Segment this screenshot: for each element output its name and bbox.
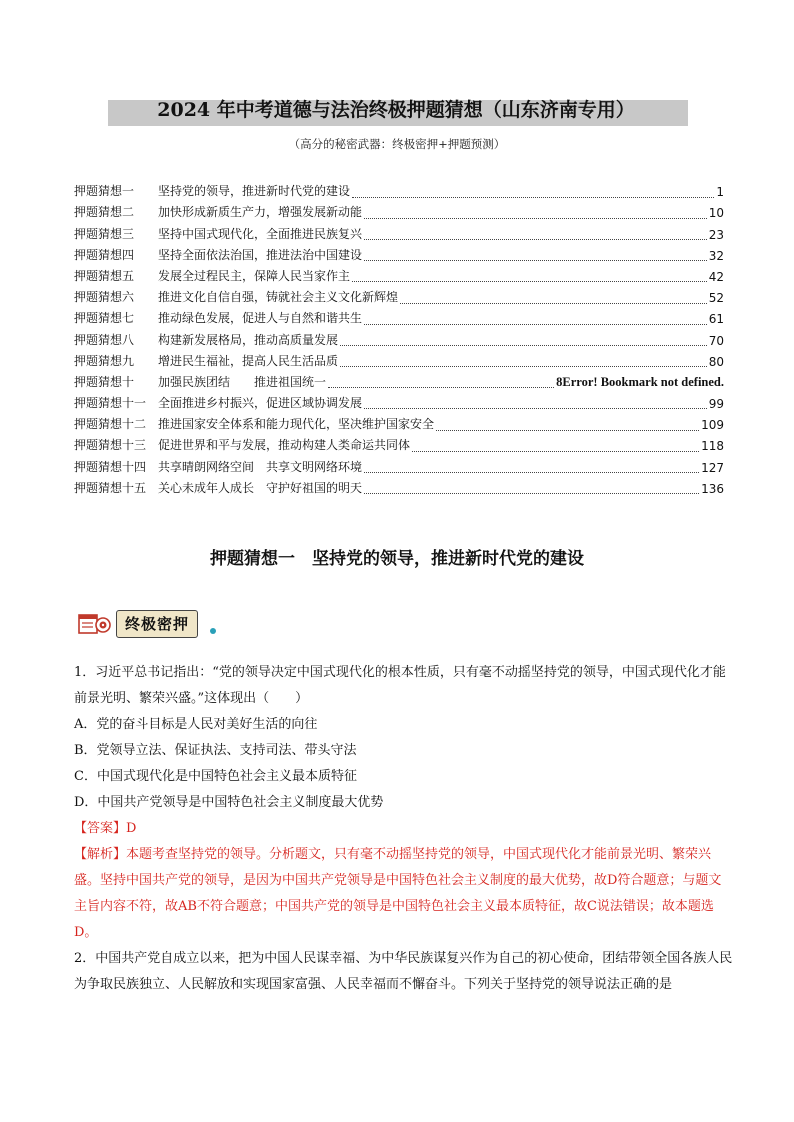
toc-entry-label: 押题猜想七 [74, 311, 135, 326]
toc-entry-title: 坚持中国式现代化，全面推进民族复兴 [158, 226, 363, 241]
toc-entry-page: 52 [708, 291, 724, 306]
question-1-answer: 【答案】D [74, 821, 137, 836]
toc-entry[interactable] [74, 369, 724, 390]
question-1 [74, 660, 734, 998]
toc-entry-title: 促进世界和平与发展，推动构建人类命运共同体 [158, 438, 411, 453]
toc-leader-dots [364, 463, 699, 473]
toc-entry-label: 押题猜想二 [74, 205, 135, 220]
toc-leader-dots [364, 209, 707, 219]
toc-entry-page: 127 [701, 460, 724, 475]
toc-entry-title: 关心未成年人成长 守护好祖国的明天 [158, 480, 363, 495]
toc-entry-page: 1 [716, 185, 724, 200]
toc-entry-page: 8Error! Bookmark not defined. [556, 374, 724, 389]
toc-entry-title: 构建新发展格局，推动高质量发展 [158, 332, 339, 347]
toc-entry[interactable] [74, 326, 724, 347]
toc-entry-page: 136 [701, 481, 724, 496]
toc-entry-page: 23 [708, 227, 724, 242]
badge-label: 终极密押 [116, 610, 198, 638]
section-heading: 押题猜想一 坚持党的领导，推进新时代党的建设 [210, 549, 584, 569]
toc-entry-title: 加强民族团结 推进祖国统一 [158, 374, 327, 389]
toc-entry-label: 押题猜想十二 [74, 417, 147, 432]
question-2-stem: 2．中国共产党自成立以来，把为中国人民谋幸福、为中华民族谋复兴作为自己的初心使命，团结带领全国各族人民为争取民族独立、人民解放和实现国家富强、人民幸福而不懈奋斗。下列关于坚持党的领导说法正确的是 [74, 951, 733, 992]
toc-entry-label: 押题猜想十五 [74, 480, 147, 495]
toc-entry[interactable] [74, 475, 724, 496]
toc-entry[interactable] [74, 242, 724, 263]
question-1-option-b: B．党领导立法、保证执法、支持司法、带头守法 [74, 743, 357, 758]
toc-entry[interactable] [74, 390, 724, 411]
toc-entry-label: 押题猜想五 [74, 268, 135, 283]
toc-entry[interactable] [74, 220, 724, 241]
toc-entry-label: 押题猜想八 [74, 332, 135, 347]
toc-entry-page: 118 [701, 439, 724, 454]
badge-dot [210, 628, 216, 634]
toc-entry[interactable] [74, 432, 724, 453]
toc-entry-label: 押题猜想三 [74, 226, 135, 241]
toc-entry-page: 61 [708, 312, 724, 327]
toc-entry-page: 10 [708, 206, 724, 221]
question-1-analysis: 【解析】本题考查坚持党的领导。分析题文，只有毫不动摇坚持党的领导，中国式现代化才能前景光明、繁荣兴盛。坚持中国共产党的领导，是因为中国共产党领导是中国特色社会主义制度的最大优势，故D符合题意；与题文主旨内容不符，故AB不符合题意；中国共产党的领导是中国特色社会主义最本质特征，故C说法错误；故本题选D。 [74, 847, 722, 940]
toc-entry[interactable] [74, 305, 724, 326]
toc-entry-page: 70 [708, 333, 724, 348]
toc-entry-page: 32 [708, 248, 724, 263]
document-title: 2024 年中考道德与法治终极押题猜想（山东济南专用） [157, 99, 635, 121]
toc-entry-title: 加快形成新质生产力，增强发展新动能 [158, 205, 363, 220]
toc-leader-dots [364, 251, 707, 261]
toc-leader-dots [340, 336, 707, 346]
toc-leader-dots [352, 188, 714, 198]
toc-leader-dots [364, 230, 707, 240]
toc-entry-label: 押题猜想十一 [74, 396, 147, 411]
toc-entry-title: 推进文化自信自强，铸就社会主义文化新辉煌 [158, 290, 399, 305]
toc-entry-title: 坚持党的领导，推进新时代党的建设 [158, 184, 351, 199]
table-of-contents [74, 178, 724, 496]
toc-entry-label: 押题猜想四 [74, 247, 135, 262]
toc-entry[interactable] [74, 348, 724, 369]
question-1-stem: 1．习近平总书记指出：“党的领导决定中国式现代化的根本性质，只有毫不动摇坚持党的领导，中国式现代化才能前景光明、繁荣兴盛。”这体现出（ ） [74, 665, 726, 706]
toc-entry-title: 坚持全面依法治国，推进法治中国建设 [158, 247, 363, 262]
toc-entry[interactable] [74, 411, 724, 432]
toc-entry[interactable] [74, 284, 724, 305]
toc-entry-title: 推进国家安全体系和能力现代化，坚决维护国家安全 [158, 417, 435, 432]
toc-entry-title: 共享晴朗网络空间 共享文明网络环境 [158, 459, 363, 474]
question-1-option-a: A．党的奋斗目标是人民对美好生活的向往 [74, 717, 318, 732]
toc-entry-title: 增进民生福祉，提高人民生活品质 [158, 353, 339, 368]
toc-leader-dots [400, 294, 707, 304]
document-title-block [104, 96, 688, 126]
toc-entry-title: 发展全过程民主，保障人民当家作主 [158, 268, 351, 283]
toc-entry-label: 押题猜想十三 [74, 438, 147, 453]
toc-leader-dots [364, 315, 707, 325]
toc-leader-dots [340, 357, 707, 367]
toc-entry-page: 99 [708, 397, 724, 412]
toc-entry-label: 押题猜想六 [74, 290, 135, 305]
question-1-option-d: D．中国共产党领导是中国特色社会主义制度最大优势 [74, 795, 384, 810]
toc-entry-label: 押题猜想一 [74, 184, 135, 199]
toc-entry-label: 押题猜想九 [74, 353, 135, 368]
toc-entry[interactable] [74, 199, 724, 220]
toc-leader-dots [364, 399, 707, 409]
toc-entry-label: 押题猜想十 [74, 374, 135, 389]
toc-leader-dots [352, 272, 707, 282]
toc-leader-dots [412, 442, 699, 452]
toc-entry-title: 全面推进乡村振兴，促进区域协调发展 [158, 396, 363, 411]
toc-entry-page: 42 [708, 269, 724, 284]
toc-entry-title: 推动绿色发展，促进人与自然和谐共生 [158, 311, 363, 326]
toc-entry-page: 80 [708, 354, 724, 369]
toc-leader-dots [436, 421, 699, 431]
toc-leader-dots [328, 378, 554, 388]
toc-entry[interactable] [74, 453, 724, 474]
question-1-option-c: C．中国式现代化是中国特色社会主义最本质特征 [74, 769, 357, 784]
toc-entry[interactable] [74, 178, 724, 199]
toc-entry[interactable] [74, 263, 724, 284]
toc-entry-page: 109 [701, 418, 724, 433]
toc-leader-dots [364, 484, 699, 494]
toc-entry-label: 押题猜想十四 [74, 459, 147, 474]
document-target-icon [78, 612, 112, 636]
document-subtitle: （高分的秘密武器：终极密押+押题预测） [288, 137, 506, 151]
